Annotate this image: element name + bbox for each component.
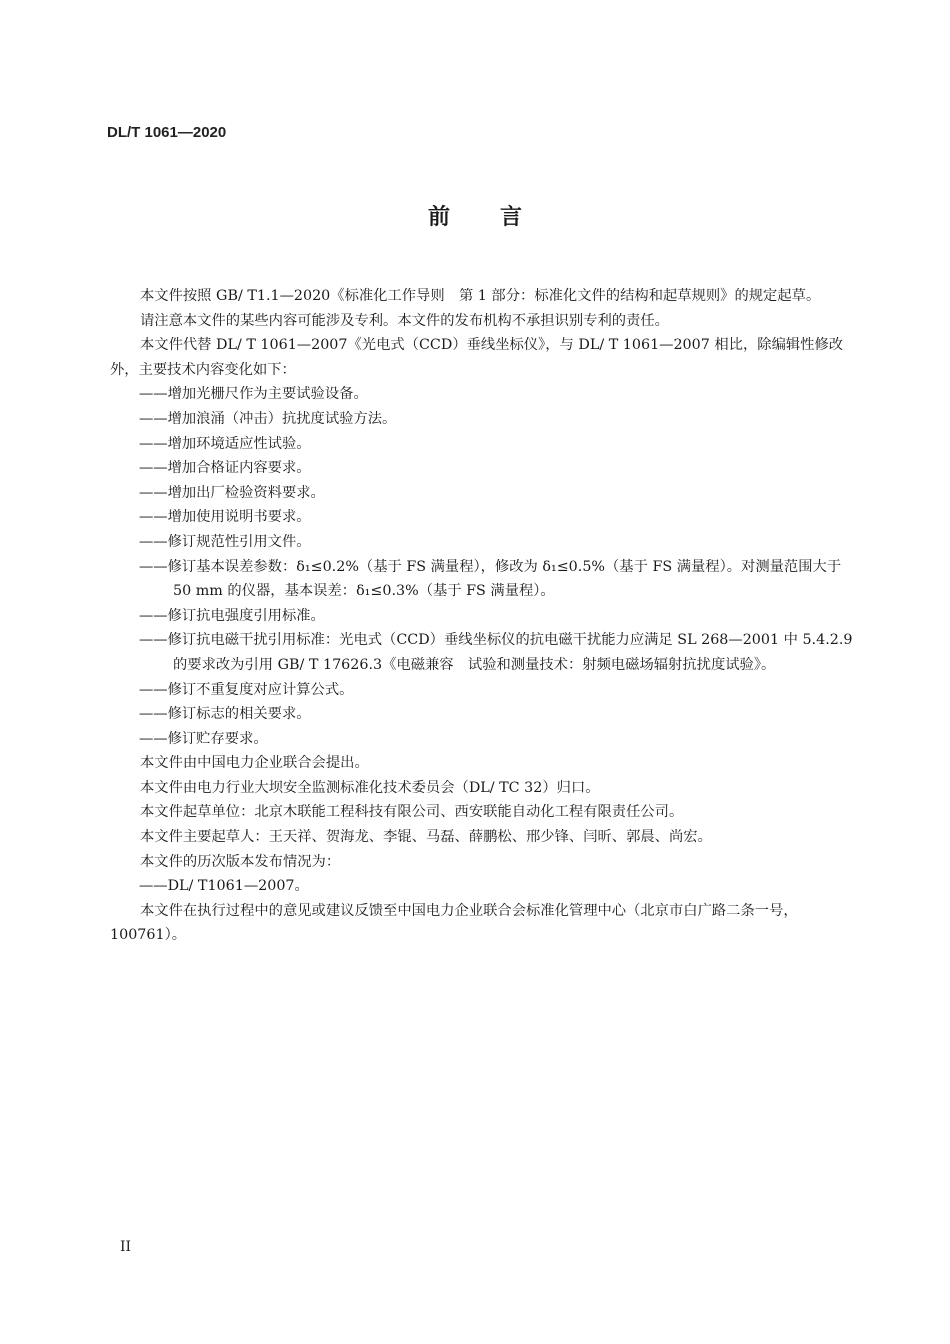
paragraph: 本文件由电力行业大坝安全监测标准化技术委员会（DL/ TC 32）归口。 (140, 779, 600, 796)
change-item: ——增加出厂检验资料要求。 (139, 484, 325, 501)
document-number: DL/T 1061—2020 (107, 124, 227, 141)
change-item: ——增加合格证内容要求。 (139, 460, 311, 477)
paragraph: 本文件的历次版本发布情况为： (140, 853, 341, 870)
change-item: ——修订抗电强度引用标准。 (139, 607, 325, 624)
paragraph: 本文件按照 GB/ T1.1—2020《标准化工作导则 第 1 部分：标准化文件的结构和起草规则》的规定起草。 (140, 288, 821, 304)
paragraph: 本文件主要起草人：王天祥、贺海龙、李锟、马磊、薛鹏松、邢少锋、闫昕、郭晨、尚宏。 (140, 829, 712, 846)
paragraph: 本文件代替 DL/ T 1061—2007《光电式（CCD）垂线坐标仪》，与 DL/ T 1061—2007 相比，除编辑性修改外，主要技术内容变化如下： (110, 337, 844, 378)
paragraph: 本文件由中国电力企业联合会提出。 (140, 755, 369, 772)
change-item: ——修订抗电磁干扰引用标准：光电式（CCD）垂线坐标仪的抗电磁干扰能力应满足 SL 268—2001 中 5.4.2.9 的要求改为引用 GB/ T 17626.3《电磁兼容 试验和测量技术：射频电磁场辐射抗扰度试验》。 (139, 632, 853, 673)
paragraph: 本文件起草单位：北京木联能工程科技有限公司、西安联能自动化工程有限责任公司。 (140, 804, 684, 821)
change-item: ——修订规范性引用文件。 (139, 533, 311, 550)
change-item: ——DL/ T1061—2007。 (139, 878, 309, 895)
change-item: ——增加浪涌（冲击）抗扰度试验方法。 (139, 410, 397, 427)
foreword-body (110, 284, 854, 948)
change-item: ——修订基本误差参数：δ₁≤0.2%（基于 FS 满量程），修改为 δ₁≤0.5%（基于 FS 满量程）。对测量范围大于 50 mm 的仪器，基本误差：δ₁≤0.3%（基于 FS 满量程）。 (139, 558, 842, 600)
page-number: II (120, 1239, 132, 1255)
paragraph: 本文件在执行过程中的意见或建议反馈至中国电力企业联合会标准化管理中心（北京市白广路二条一号，100761）。 (110, 902, 798, 944)
change-item: ——增加使用说明书要求。 (139, 509, 311, 526)
change-item: ——增加环境适应性试验。 (139, 435, 311, 452)
change-item: ——增加光栅尺作为主要试验设备。 (139, 386, 368, 403)
change-item: ——修订贮存要求。 (139, 730, 268, 747)
page-title: 前言 (427, 205, 572, 230)
change-item: ——修订不重复度对应计算公式。 (139, 681, 354, 698)
paragraph: 请注意本文件的某些内容可能涉及专利。本文件的发布机构不承担识别专利的责任。 (140, 312, 669, 329)
change-item: ——修订标志的相关要求。 (139, 706, 311, 723)
